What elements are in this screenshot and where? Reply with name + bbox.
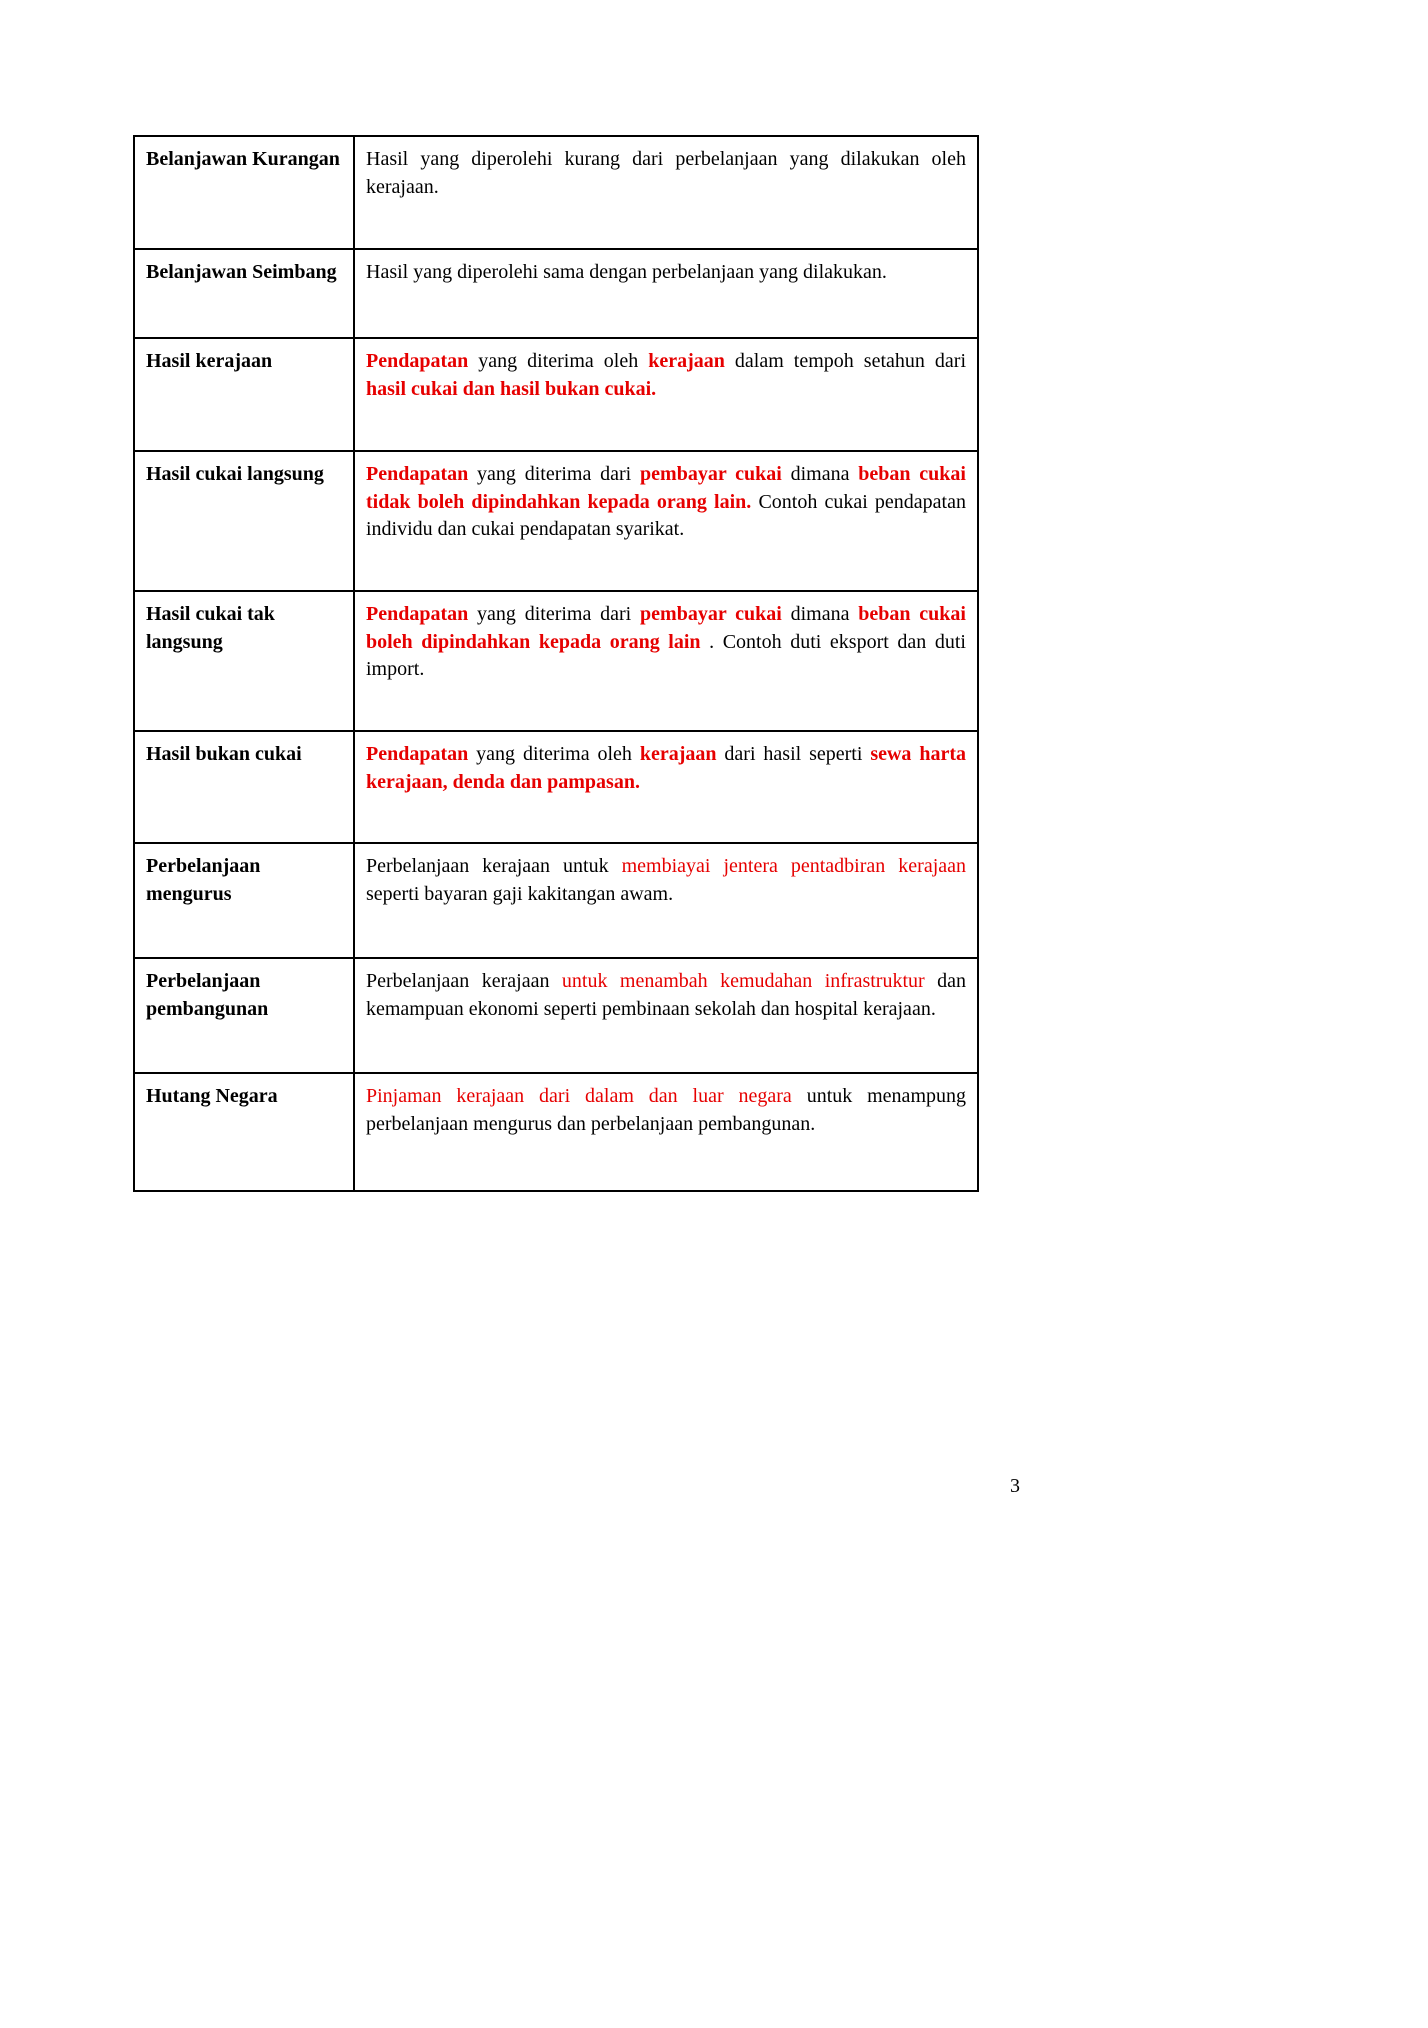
definition-segment: kerajaan — [648, 350, 735, 372]
definition-segment: dari hasil seperti — [724, 743, 871, 765]
definition-segment: Pinjaman kerajaan dari dalam dan luar negara — [366, 1085, 807, 1107]
definition-segment: Contoh cukai pendapatan individu dan cukai pendapatan syarikat. — [366, 490, 966, 541]
definition-cell — [354, 843, 978, 958]
definition-segment: yang diterima oleh — [476, 743, 640, 765]
definition-cell — [354, 136, 978, 249]
definition-segment: Pendapatan — [366, 743, 477, 765]
definition-cell — [354, 958, 978, 1073]
definition-segment: dan kemampuan ekonomi seperti pembinaan sekolah dan hospital kerajaan. — [366, 970, 966, 1020]
table-row — [134, 1073, 978, 1191]
definition-segment: beban cukai tidak boleh dipindahkan kepada orang lain. — [366, 463, 966, 513]
table-row — [134, 249, 978, 338]
definition-segment: hasil cukai dan hasil bukan cukai. — [366, 377, 657, 400]
definition-cell — [354, 591, 978, 731]
definition-segment: kerajaan — [639, 743, 725, 765]
term-cell: Perbelanjaan mengurus — [134, 843, 354, 958]
table-row — [134, 451, 978, 591]
definition-segment: dimana — [790, 603, 859, 625]
definition-segment: dalam tempoh setahun dari — [734, 350, 966, 372]
definition-segment: Hasil yang diperolehi kurang dari perbelanjaan yang dilakukan oleh kerajaan. — [366, 148, 966, 198]
definition-segment: seperti bayaran gaji kakitangan awam. — [366, 882, 674, 905]
page-number: 3 — [1010, 1475, 1020, 1497]
definition-cell — [354, 338, 978, 451]
table-row — [134, 958, 978, 1073]
term-cell: Hasil cukai langsung — [134, 451, 354, 591]
definition-segment: Perbelanjaan kerajaan untuk — [366, 855, 622, 877]
definition-segment: Pendapatan — [366, 603, 478, 625]
table-row — [134, 591, 978, 731]
term-cell: Perbelanjaan pembangunan — [134, 958, 354, 1073]
table-row — [134, 136, 978, 249]
table-row — [134, 843, 978, 958]
definition-segment: Pendapatan — [366, 350, 479, 372]
definition-segment: untuk menambah kemudahan infrastruktur — [561, 970, 938, 992]
definitions-table — [133, 135, 979, 1192]
definition-segment: Hasil yang diperolehi sama dengan perbelanjaan yang dilakukan. — [366, 261, 887, 283]
definitions-table-body — [134, 136, 978, 1191]
definition-segment: pembayar cukai — [640, 463, 791, 485]
term-cell: Hutang Negara — [134, 1073, 354, 1191]
table-row — [134, 731, 978, 843]
definition-cell — [354, 451, 978, 591]
term-cell: Belanjawan Kurangan — [134, 136, 354, 249]
definition-segment: beban cukai boleh dipindahkan kepada orang lain — [366, 603, 966, 653]
term-cell: Hasil bukan cukai — [134, 731, 354, 843]
definition-segment: yang diterima oleh — [478, 350, 649, 372]
definition-segment: dimana — [790, 463, 859, 485]
term-cell: Belanjawan Seimbang — [134, 249, 354, 338]
term-cell: Hasil cukai tak langsung — [134, 591, 354, 731]
term-cell: Hasil kerajaan — [134, 338, 354, 451]
definition-cell — [354, 1073, 978, 1191]
table-row — [134, 338, 978, 451]
definition-segment: Perbelanjaan kerajaan — [366, 970, 562, 992]
definition-cell — [354, 731, 978, 843]
definition-segment: sewa harta kerajaan, denda dan pampasan. — [366, 743, 966, 793]
definition-segment: yang diterima dari — [477, 603, 641, 625]
definition-segment: Pendapatan — [366, 463, 478, 485]
definition-cell — [354, 249, 978, 338]
definition-segment: pembayar cukai — [640, 603, 791, 625]
definition-segment: untuk menampung perbelanjaan mengurus dan perbelanjaan pembangunan. — [366, 1085, 966, 1135]
definition-segment: . Contoh duti eksport dan duti import. — [366, 630, 966, 681]
definition-segment: membiayai jentera pentadbiran kerajaan — [621, 855, 967, 877]
definition-segment: yang diterima dari — [477, 463, 641, 485]
